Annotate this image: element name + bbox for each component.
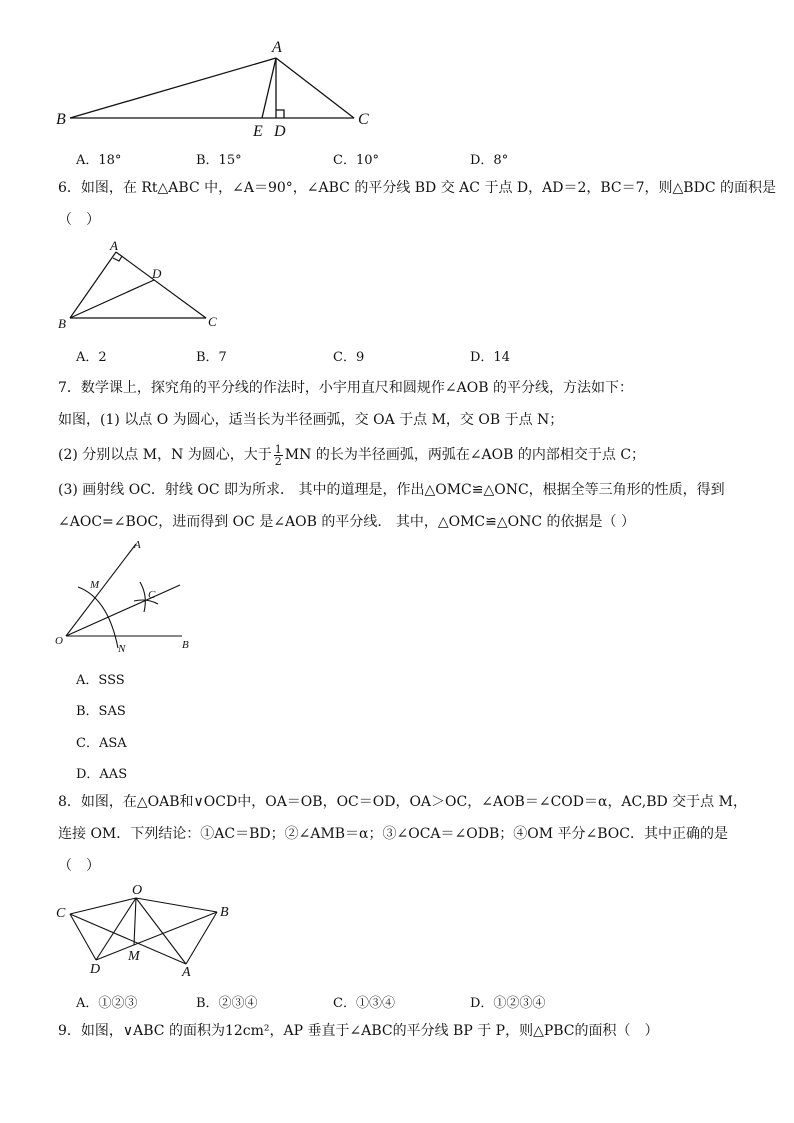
q6-stem-line1: 6．如图，在 Rt△ABC 中，∠A＝90°，∠ABC 的平分线 BD 交 AC 于点 D，AD＝2，BC＝7，则△BDC 的面积是 (58, 180, 776, 196)
q6-option-b[interactable]: B．7 (196, 350, 227, 365)
q5-label-B: B (56, 111, 66, 128)
q7-line3-post: MN 的长为半径画弧，两弧在∠AOB 的内部相交于点 C； (284, 447, 646, 463)
q8-option-b[interactable]: B．②③④ (196, 996, 258, 1011)
q7-line3-pre: (2) 分别以点 M，N 为圆心，大于 (58, 447, 272, 463)
q7-fraction (274, 444, 283, 467)
q5-option-d[interactable]: D．8° (470, 153, 509, 168)
q6-figure (56, 238, 226, 334)
q7-stem-line3 (58, 440, 645, 470)
q7-option-b[interactable]: B．SAS (76, 704, 126, 719)
q8-option-d[interactable]: D．①②③④ (470, 996, 546, 1011)
q9-stem-line1: 9．如图，∨ABC 的面积为12cm²，AP 垂直于∠ABC的平分线 BP 于 P，则△PBC的面积（ ） (58, 1023, 659, 1039)
q7-label-A: A (134, 539, 141, 551)
q5-label-A: A (272, 39, 282, 56)
q5-option-c[interactable]: C．10° (333, 153, 379, 168)
q7-label-O: O (55, 635, 63, 647)
q7-option-c[interactable]: C．ASA (76, 736, 127, 751)
q7-option-d[interactable]: D．AAS (76, 767, 128, 782)
q7-stem-line5: ∠AOC=∠BOC，进而得到 OC 是∠AOB 的平分线． 其中，△OMC≌△ONC 的依据是（ ） (58, 514, 635, 530)
q7-figure (50, 538, 200, 658)
q8-figure (52, 880, 242, 980)
q7-stem-line2: 如图，(1) 以点 O 为圆心，适当长为半径画弧，交 OA 于点 M，交 OB 于点 N； (58, 412, 564, 428)
q6-stem-line2: （ ） (58, 212, 100, 228)
q5-figure (50, 34, 380, 144)
q5-label-E: E (253, 123, 263, 140)
q8-label-A: A (182, 965, 191, 980)
q7-label-N: N (118, 643, 126, 655)
q5-option-a[interactable]: A．18° (76, 153, 122, 168)
q6-option-d[interactable]: D．14 (470, 350, 510, 365)
q5-label-C: C (358, 111, 369, 128)
q6-label-D: D (152, 266, 162, 281)
q8-label-O: O (132, 883, 143, 898)
q8-stem-line1: 8．如图，在△OAB和∨OCD中，OA＝OB，OC＝OD，OA＞OC，∠AOB＝∠COD＝α，AC,BD 交于点 M， (58, 794, 747, 810)
q6-label-A: A (110, 238, 118, 253)
q6-option-c[interactable]: C．9 (333, 350, 365, 365)
q6-label-B: B (58, 316, 66, 331)
q8-label-M: M (128, 949, 140, 964)
q7-option-a[interactable]: A．SSS (76, 673, 125, 688)
q6-label-C: C (208, 314, 217, 329)
q7-label-M: M (90, 579, 100, 591)
q8-label-B: B (220, 905, 229, 920)
q7-label-B: B (182, 639, 189, 651)
q7-stem-line1: 7．数学课上，探究角的平分线的作法时，小宇用直尺和圆规作∠AOB 的平分线，方法如下： (58, 380, 633, 396)
q8-label-D: D (90, 962, 101, 977)
q8-stem-line2: 连接 OM．下列结论：①AC＝BD；②∠AMB＝α；③∠OCA＝∠ODB；④OM 平分∠BOC．其中正确的是 (58, 826, 728, 842)
q8-stem-line3: （ ） (58, 858, 100, 874)
q5-label-D: D (274, 123, 286, 140)
q5-option-b[interactable]: B．15° (196, 153, 242, 168)
q7-frac-num: 1 (274, 442, 282, 456)
q7-frac-den: 2 (274, 454, 282, 468)
q8-option-a[interactable]: A．①②③ (76, 996, 138, 1011)
q8-label-C: C (56, 906, 66, 921)
q6-option-a[interactable]: A．2 (76, 350, 107, 365)
q7-stem-line4: (3) 画射线 OC．射线 OC 即为所求． 其中的道理是，作出△OMC≌△ONC，根据全等三角形的性质，得到 (58, 482, 725, 498)
q8-option-c[interactable]: C．①③④ (333, 996, 395, 1011)
q7-label-C: C (148, 589, 156, 601)
